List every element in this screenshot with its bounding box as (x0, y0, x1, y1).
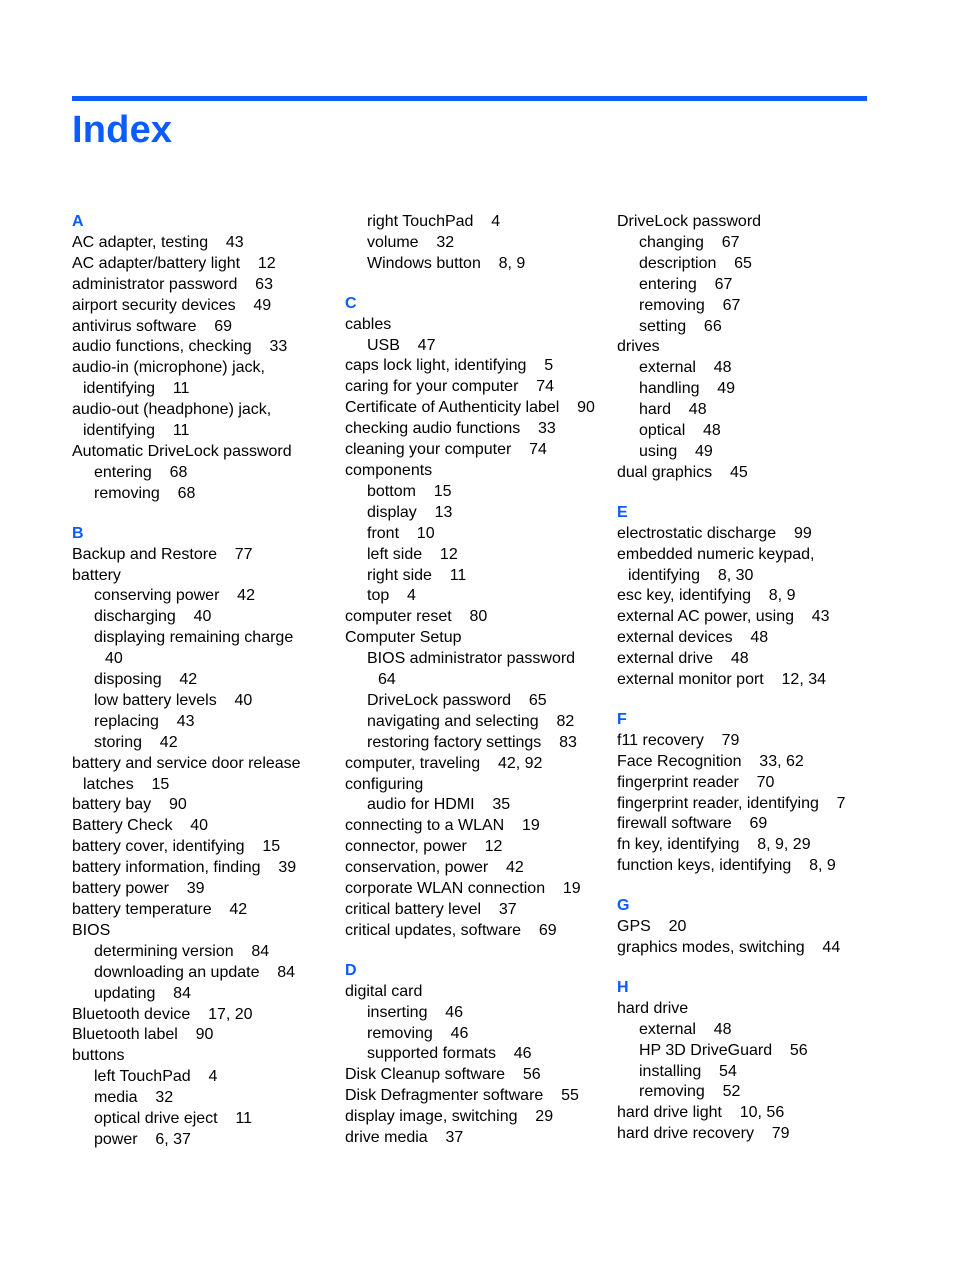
index-subentry: removing 67 (639, 296, 741, 314)
index-subentry: installing 54 (639, 1062, 737, 1080)
index-subentry: DriveLock password 65 (367, 691, 547, 709)
index-entry: corporate WLAN connection 19 (345, 880, 581, 898)
index-entry: hard drive (617, 999, 689, 1017)
index-subentry: displaying remaining charge (94, 629, 294, 647)
index-subentry: changing 67 (639, 233, 740, 251)
index-entry: external monitor port 12, 34 (617, 671, 826, 689)
index-entry: cables (345, 315, 392, 333)
index-entry: display image, switching 29 (345, 1108, 554, 1126)
index-entry: Certificate of Authenticity label 90 (345, 399, 595, 417)
index-entry: DriveLock password (617, 213, 762, 230)
index-entry: function keys, identifying 8, 9 (617, 857, 836, 875)
index-column-1 (72, 212, 334, 1151)
index-subentry: using 49 (639, 442, 713, 460)
index-entry: critical battery level 37 (345, 901, 517, 918)
index-entry: battery (72, 566, 121, 584)
index-subentry: replacing 43 (94, 712, 195, 730)
index-subentry: hard 48 (639, 401, 707, 419)
index-entry: cleaning your computer 74 (345, 441, 547, 459)
index-entry: Computer Setup (345, 629, 462, 647)
index-subentry: right side 11 (367, 566, 467, 584)
section-letter: B (72, 524, 84, 542)
index-entry-continuation: latches 15 (83, 775, 170, 793)
index-entry: battery temperature 42 (72, 901, 248, 918)
index-subentry: storing 42 (94, 733, 178, 751)
index-subentry: front 10 (367, 524, 435, 542)
index-entry: embedded numeric keypad, (617, 545, 815, 563)
index-subentry: downloading an update 84 (94, 963, 296, 981)
index-entry: dual graphics 45 (617, 463, 748, 481)
index-entry: electrostatic discharge 99 (617, 524, 812, 542)
index-entry: AC adapter, testing 43 (72, 233, 244, 251)
index-entry: audio-out (headphone) jack, (72, 401, 272, 419)
index-subentry: left TouchPad 4 (94, 1068, 218, 1086)
index-subentry: updating 84 (94, 984, 191, 1002)
index-entry-continuation: 40 (105, 650, 123, 668)
index-subentry: optical drive eject 11 (94, 1110, 253, 1128)
section-letter: F (617, 710, 627, 728)
index-subentry: disposing 42 (94, 671, 198, 689)
index-entry: drives (617, 338, 660, 356)
index-entry: audio-in (microphone) jack, (72, 359, 265, 377)
index-subentry: right TouchPad 4 (367, 213, 501, 230)
index-entry-continuation: identifying 8, 30 (628, 566, 754, 584)
index-entry-continuation: 64 (378, 671, 396, 689)
index-entry: checking audio functions 33 (345, 420, 556, 438)
index-subentry: BIOS administrator password (367, 650, 576, 668)
index-subentry: top 4 (367, 587, 416, 605)
index-entry: audio functions, checking 33 (72, 338, 288, 356)
index-subentry: external 48 (639, 1020, 732, 1038)
index-subentry: navigating and selecting 82 (367, 712, 575, 730)
section-letter: A (72, 213, 84, 230)
index-entry: critical updates, software 69 (345, 921, 557, 939)
index-entry-continuation: identifying 11 (83, 380, 190, 398)
index-subentry: restoring factory settings 83 (367, 733, 577, 751)
index-entry: GPS 20 (617, 918, 687, 936)
index-subentry: removing 68 (94, 484, 196, 502)
index-subentry: handling 49 (639, 380, 736, 398)
index-subentry: inserting 46 (367, 1003, 464, 1021)
index-entry: Disk Defragmenter software 55 (345, 1087, 579, 1105)
index-entry: AC adapter/battery light 12 (72, 254, 276, 272)
index-entry: external devices 48 (617, 629, 769, 647)
page-title: Index (72, 109, 173, 151)
index-entry: components (345, 461, 433, 479)
index-entry: configuring (345, 775, 424, 793)
index-entry: Face Recognition 33, 62 (617, 752, 804, 770)
index-entry: connecting to a WLAN 19 (345, 817, 540, 835)
index-subentry: power 6, 37 (94, 1130, 191, 1148)
index-entry: f11 recovery 79 (617, 731, 740, 749)
index-entry: conservation, power 42 (345, 859, 524, 877)
index-entry: hard drive light 10, 56 (617, 1104, 785, 1122)
index-subentry: media 32 (94, 1089, 174, 1107)
index-entry: digital card (345, 982, 423, 1000)
index-subentry: HP 3D DriveGuard 56 (639, 1041, 808, 1059)
index-entry: battery bay 90 (72, 796, 187, 814)
index-entry: drive media 37 (345, 1129, 464, 1147)
index-entry: BIOS (72, 921, 111, 939)
section-letter: C (345, 294, 357, 312)
index-entry: esc key, identifying 8, 9 (617, 587, 796, 605)
index-entry: Bluetooth device 17, 20 (72, 1005, 253, 1023)
index-entry: battery cover, identifying 15 (72, 838, 281, 856)
index-subentry: determining version 84 (94, 942, 270, 960)
index-entry: Bluetooth label 90 (72, 1026, 214, 1044)
index-subentry: Windows button 8, 9 (367, 254, 526, 272)
index-entry: fingerprint reader, identifying 7 (617, 794, 846, 812)
index-entry: computer, traveling 42, 92 (345, 754, 543, 772)
index-entry-continuation: identifying 11 (83, 422, 190, 440)
index-entry: external drive 48 (617, 650, 749, 668)
index-subentry: display 13 (367, 503, 453, 521)
index-entry: Automatic DriveLock password (72, 442, 292, 460)
index-entry: buttons (72, 1047, 125, 1065)
index-subentry: volume 32 (367, 233, 455, 251)
index-subentry: removing 46 (367, 1024, 469, 1042)
index-subentry: audio for HDMI 35 (367, 796, 511, 814)
index-entry: computer reset 80 (345, 608, 488, 626)
index-entry: battery power 39 (72, 880, 205, 898)
index-entry: antivirus software 69 (72, 317, 233, 335)
index-entry: hard drive recovery 79 (617, 1125, 790, 1143)
index-entry: firewall software 69 (617, 815, 768, 833)
index-entry: caring for your computer 74 (345, 378, 554, 396)
index-subentry: entering 68 (94, 463, 188, 481)
index-entry: Battery Check 40 (72, 817, 209, 835)
index-subentry: optical 48 (639, 422, 721, 440)
index-entry: fingerprint reader 70 (617, 773, 775, 791)
index-entry: caps lock light, identifying 5 (345, 357, 554, 375)
index-subentry: bottom 15 (367, 482, 452, 500)
index-entry: graphics modes, switching 44 (617, 939, 841, 956)
index-column-3 (617, 212, 879, 1145)
index-subentry: supported formats 46 (367, 1045, 532, 1063)
index-entry: fn key, identifying 8, 9, 29 (617, 836, 811, 854)
index-entry: airport security devices 49 (72, 296, 272, 314)
index-subentry: description 65 (639, 254, 752, 272)
section-letter: D (345, 961, 357, 979)
section-letter: G (617, 897, 630, 915)
index-subentry: external 48 (639, 359, 732, 377)
index-entry: connector, power 12 (345, 838, 503, 856)
index-subentry: low battery levels 40 (94, 691, 253, 709)
index-subentry: left side 12 (367, 545, 458, 563)
index-subentry: removing 52 (639, 1083, 741, 1101)
title-rule (72, 96, 867, 101)
index-subentry: setting 66 (639, 317, 722, 335)
section-letter: E (617, 503, 628, 521)
index-entry: administrator password 63 (72, 275, 273, 293)
index-entry: battery and service door release (72, 754, 301, 772)
section-letter: H (617, 978, 629, 996)
index-entry: battery information, finding 39 (72, 859, 297, 877)
index-subentry: USB 47 (367, 336, 436, 354)
index-subentry: discharging 40 (94, 608, 212, 626)
index-subentry: conserving power 42 (94, 587, 255, 605)
index-entry: external AC power, using 43 (617, 608, 830, 626)
index-entry: Backup and Restore 77 (72, 545, 253, 563)
index-column-2 (345, 212, 607, 1149)
index-entry: Disk Cleanup software 56 (345, 1066, 541, 1084)
index-subentry: entering 67 (639, 275, 733, 293)
